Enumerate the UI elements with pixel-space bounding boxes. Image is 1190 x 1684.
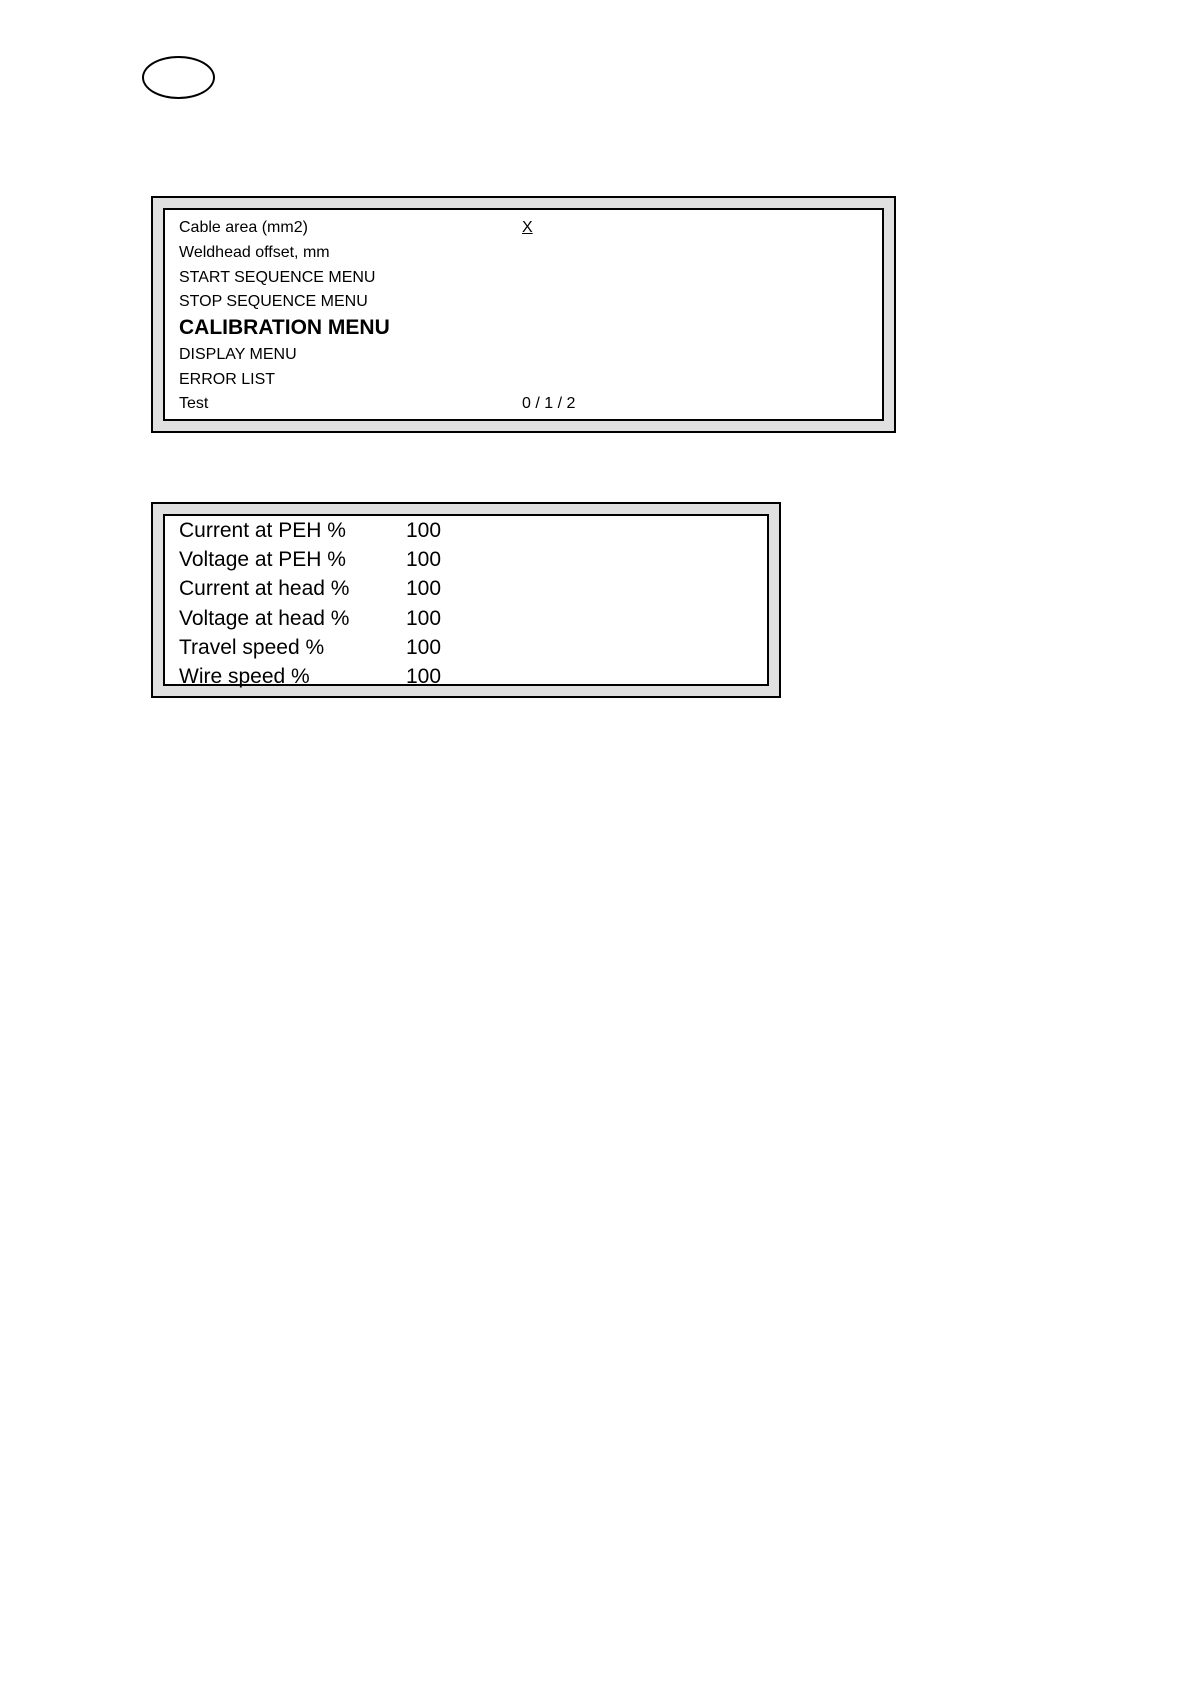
- menu-row-label: CALIBRATION MENU: [179, 316, 390, 339]
- menu-row-cable-area[interactable]: [165, 216, 882, 240]
- cal-row-value: 100: [406, 519, 442, 542]
- cal-row-current-peh[interactable]: [165, 516, 767, 545]
- cal-row-current-head[interactable]: [165, 574, 767, 603]
- calibration-display: [163, 514, 769, 686]
- menu-row-label: Test: [179, 395, 209, 412]
- cal-row-voltage-peh[interactable]: [165, 545, 767, 574]
- cal-row-label: Voltage at PEH %: [179, 548, 346, 571]
- cable-area-value: X: [522, 219, 533, 236]
- menu-row-label: START SEQUENCE MENU: [179, 269, 376, 286]
- menu-row-display-menu[interactable]: [165, 343, 882, 367]
- cal-row-label: Travel speed %: [179, 636, 325, 659]
- cal-row-label: Current at PEH %: [179, 519, 346, 542]
- cal-row-value: 100: [406, 607, 442, 630]
- cal-row-label: Voltage at head %: [179, 607, 350, 630]
- cal-row-wire-speed[interactable]: [165, 662, 767, 691]
- menu-row-error-list[interactable]: [165, 368, 882, 392]
- menu-row-label: ERROR LIST: [179, 371, 276, 388]
- main-menu-display: [163, 208, 884, 421]
- menu-row-test[interactable]: [165, 392, 882, 416]
- menu-row-label: DISPLAY MENU: [179, 346, 297, 363]
- cal-row-value: 100: [406, 636, 442, 659]
- menu-row-calibration-selected[interactable]: [165, 313, 882, 343]
- cal-row-voltage-head[interactable]: [165, 604, 767, 633]
- menu-row-label: Cable area (mm2): [179, 219, 308, 236]
- cal-row-value: 100: [406, 548, 442, 571]
- cal-row-label: Wire speed %: [179, 665, 310, 688]
- calibration-display-frame: [151, 502, 781, 698]
- main-menu-display-frame: [151, 196, 896, 433]
- cal-row-travel-speed[interactable]: [165, 633, 767, 662]
- language-code-oval: [142, 56, 215, 99]
- menu-row-stop-sequence[interactable]: [165, 290, 882, 314]
- menu-row-weldhead-offset[interactable]: [165, 241, 882, 265]
- menu-row-start-sequence[interactable]: [165, 266, 882, 290]
- cal-row-value: 100: [406, 665, 442, 688]
- cal-row-label: Current at head %: [179, 577, 350, 600]
- test-value: 0 / 1 / 2: [522, 395, 576, 412]
- menu-row-label: Weldhead offset, mm: [179, 244, 330, 261]
- menu-row-label: STOP SEQUENCE MENU: [179, 293, 368, 310]
- cal-row-value: 100: [406, 577, 442, 600]
